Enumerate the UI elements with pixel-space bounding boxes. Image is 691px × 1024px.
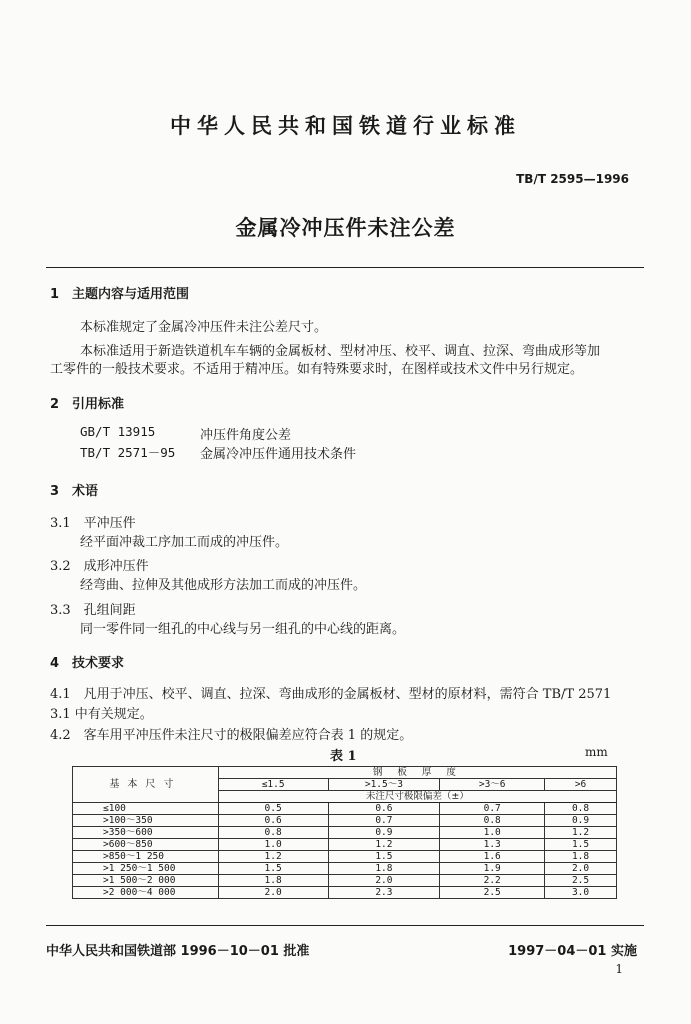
tolerance-cell: 3.0	[545, 887, 617, 899]
base-size-header: 基本尺寸	[73, 767, 219, 803]
table-row	[73, 863, 617, 875]
tolerance-cell: 1.2	[545, 827, 617, 839]
tolerance-cell: 2.0	[218, 887, 328, 899]
tolerance-cell: 1.5	[218, 863, 328, 875]
term-2-heading: 3.2 成形冲压件	[50, 559, 149, 574]
footer-rule	[46, 925, 644, 926]
table-row	[73, 887, 617, 899]
table-row	[73, 827, 617, 839]
thickness-header: 钢 板 厚 度	[218, 767, 616, 779]
approval-line: 中华人民共和国铁道部 1996－10－01 批准	[46, 944, 310, 959]
requirement-4-2: 4.2 客车用平冲压件未注尺寸的极限偏差应符合表 1 的规定。	[50, 728, 413, 743]
base-size-cell: >850～1 250	[73, 851, 219, 863]
tolerance-cell: 1.3	[440, 839, 545, 851]
tolerance-table	[72, 766, 617, 899]
section-2-heading: 2 引用标准	[50, 397, 125, 412]
base-size-cell: >1 500～2 000	[73, 875, 219, 887]
base-size-cell: >100～350	[73, 815, 219, 827]
section-1-paragraph-2-line-1: 本标准适用于新造铁道机车车辆的金属板材、型材冲压、校平、调直、拉深、弯曲成形等加	[80, 344, 601, 359]
reference-code: TB/T 2571－95	[80, 445, 176, 460]
base-size-cell: ≤100	[73, 803, 219, 815]
tolerance-cell: 0.5	[218, 803, 328, 815]
tolerance-cell: 0.8	[545, 803, 617, 815]
tolerance-cell: 0.9	[545, 815, 617, 827]
section-1-paragraph-2-line-2: 工零件的一般技术要求。不适用于精冲压。如有特殊要求时，在图样或技术文件中另行规定。	[50, 362, 584, 377]
thickness-col-header: >6	[545, 779, 617, 791]
tolerance-cell: 2.2	[440, 875, 545, 887]
tolerance-cell: 2.0	[328, 875, 440, 887]
table-unit: mm	[585, 745, 608, 759]
tolerance-cell: 1.8	[218, 875, 328, 887]
tolerance-cell: 0.8	[440, 815, 545, 827]
tolerance-cell: 2.5	[440, 887, 545, 899]
reference-title: 金属冷冲压件通用技术条件	[200, 447, 357, 462]
tolerance-cell: 0.6	[328, 803, 440, 815]
requirement-4-1-line-1: 4.1 凡用于冲压、校平、调直、拉深、弯曲成形的金属板材、型材的原材料，需符合 TB/T 2571	[50, 687, 612, 702]
reference-title: 冲压件角度公差	[200, 428, 292, 443]
tolerance-cell: 1.5	[328, 851, 440, 863]
tolerance-cell: 1.6	[440, 851, 545, 863]
document-title: 金属冷冲压件未注公差	[235, 216, 456, 240]
requirement-4-1-line-2: 3.1 中有关规定。	[50, 707, 153, 722]
section-3-heading: 3 术语	[50, 484, 99, 499]
table-row	[73, 815, 617, 827]
tolerance-header: 未注尺寸极限偏差（±）	[218, 791, 616, 803]
table-row	[73, 839, 617, 851]
table-row	[73, 851, 617, 863]
base-size-cell: >600～850	[73, 839, 219, 851]
table-header-row	[73, 767, 617, 779]
term-1-heading: 3.1 平冲压件	[50, 516, 136, 531]
effective-date: 1997－04－01 实施	[508, 944, 637, 959]
tolerance-cell: 0.9	[328, 827, 440, 839]
tolerance-cell: 1.5	[545, 839, 617, 851]
base-size-cell: >350～600	[73, 827, 219, 839]
tolerance-cell: 1.0	[218, 839, 328, 851]
page-number: 1	[615, 962, 623, 976]
section-4-heading: 4 技术要求	[50, 656, 125, 671]
term-3-heading: 3.3 孔组间距	[50, 603, 136, 618]
table-caption: 表 1	[330, 749, 357, 764]
reference-code: GB/T 13915	[80, 424, 156, 439]
tolerance-cell: 0.6	[218, 815, 328, 827]
tolerance-cell: 0.8	[218, 827, 328, 839]
tolerance-cell: 1.8	[545, 851, 617, 863]
base-size-cell: >2 000～4 000	[73, 887, 219, 899]
base-size-cell: >1 250～1 500	[73, 863, 219, 875]
thickness-col-header: >3～6	[440, 779, 545, 791]
tolerance-cell: 1.2	[328, 839, 440, 851]
tolerance-cell: 1.9	[440, 863, 545, 875]
standard-category-title: 中华人民共和国铁道行业标准	[170, 114, 521, 138]
section-1-heading: 1 主题内容与适用范围	[50, 287, 190, 302]
section-1-paragraph-1: 本标准规定了金属冷冲压件未注公差尺寸。	[80, 320, 328, 335]
tolerance-cell: 0.7	[328, 815, 440, 827]
tolerance-cell: 2.0	[545, 863, 617, 875]
header-rule	[46, 267, 644, 268]
term-1-definition: 经平面冲裁工序加工而成的冲压件。	[80, 535, 289, 550]
standard-code: TB/T 2595—1996	[516, 172, 629, 186]
tolerance-cell: 1.8	[328, 863, 440, 875]
tolerance-cell: 2.3	[328, 887, 440, 899]
term-2-definition: 经弯曲、拉伸及其他成形方法加工而成的冲压件。	[80, 578, 367, 593]
thickness-col-header: >1.5～3	[328, 779, 440, 791]
table-row	[73, 803, 617, 815]
thickness-col-header: ≤1.5	[218, 779, 328, 791]
tolerance-cell: 1.2	[218, 851, 328, 863]
tolerance-cell: 0.7	[440, 803, 545, 815]
tolerance-cell: 1.0	[440, 827, 545, 839]
table-row	[73, 875, 617, 887]
tolerance-cell: 2.5	[545, 875, 617, 887]
term-3-definition: 同一零件同一组孔的中心线与另一组孔的中心线的距离。	[80, 622, 406, 637]
